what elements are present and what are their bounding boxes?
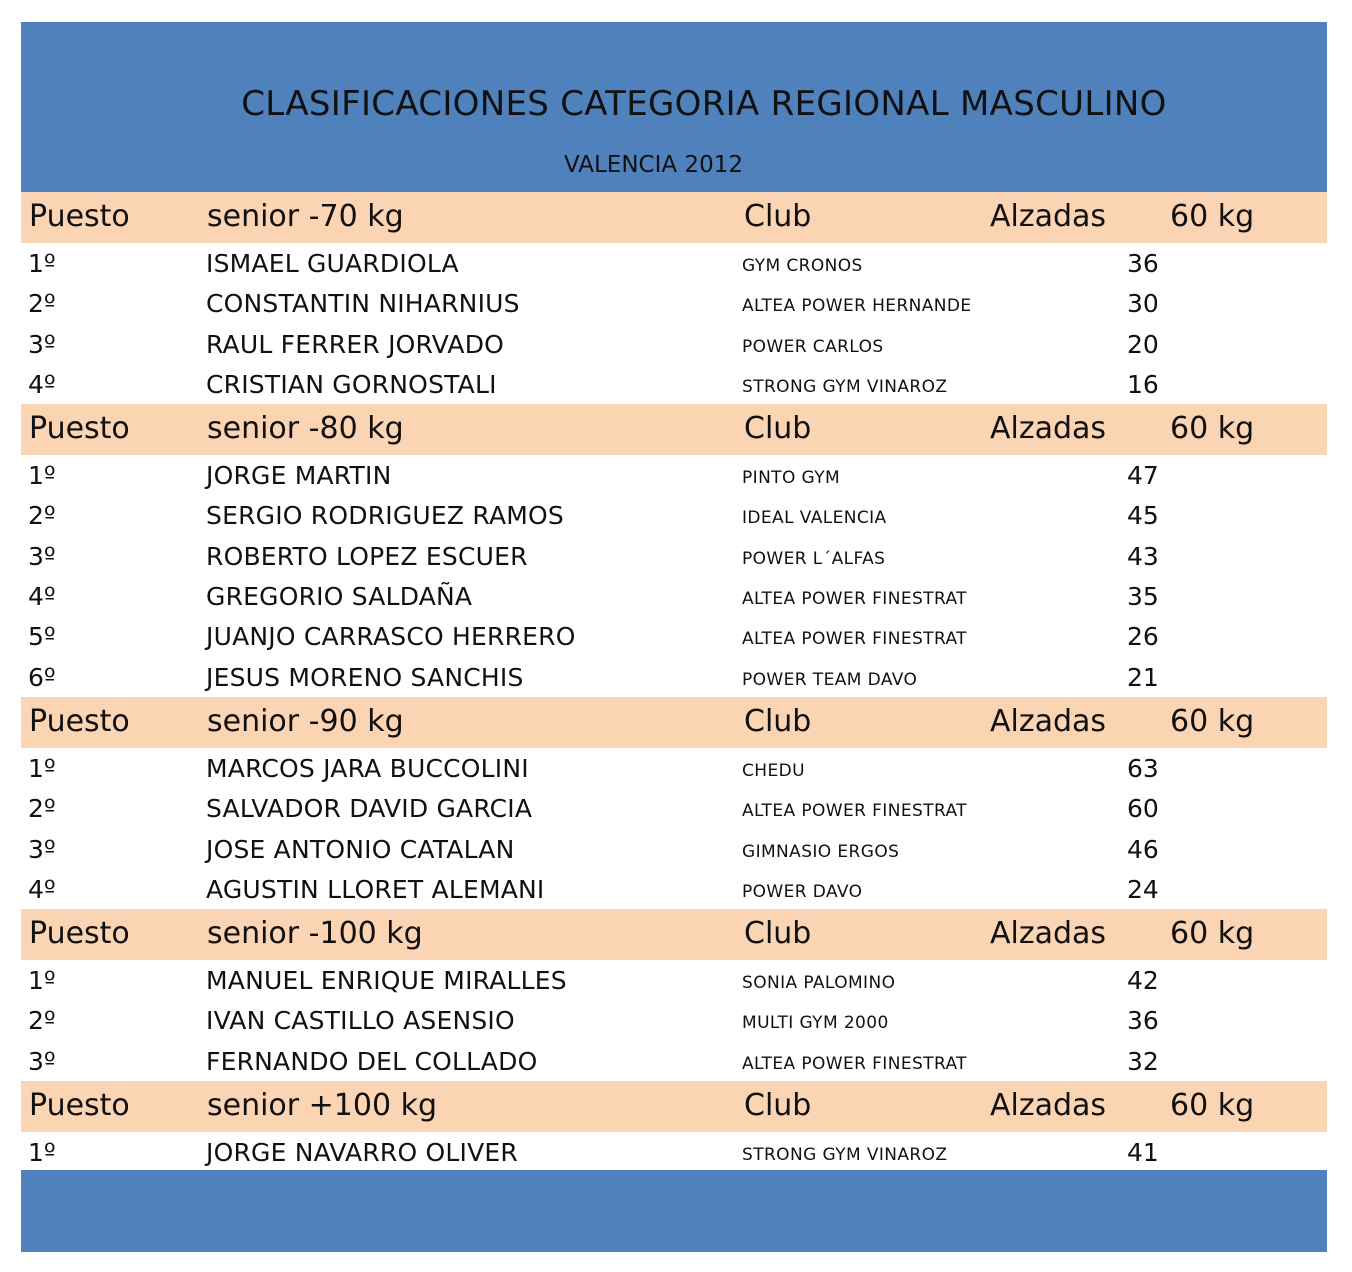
result-row	[21, 364, 1327, 404]
alzadas-cell: 16	[1127, 369, 1159, 399]
page-subtitle: VALENCIA 2012	[564, 152, 743, 178]
position-cell: 2º	[28, 794, 56, 824]
column-alzadas-label: Alzadas	[990, 703, 1107, 739]
alzadas-cell: 41	[1127, 1138, 1159, 1168]
athlete-name-cell: ISMAEL GUARDIOLA	[206, 249, 459, 278]
position-cell: 1º	[28, 1138, 56, 1168]
category-header	[21, 697, 1327, 748]
alzadas-cell: 20	[1127, 329, 1159, 359]
result-row	[21, 829, 1327, 869]
alzadas-cell: 36	[1127, 1006, 1159, 1036]
category-name: senior +100 kg	[207, 1088, 438, 1124]
alzadas-cell: 60	[1127, 794, 1159, 824]
athlete-name-cell: CRISTIAN GORNOSTALI	[206, 369, 497, 399]
club-cell: POWER CARLOS	[742, 336, 884, 357]
athlete-name-cell: MARCOS JARA BUCCOLINI	[206, 753, 529, 783]
column-alzadas-label: Alzadas	[990, 1088, 1107, 1124]
result-row	[21, 283, 1327, 323]
position-cell: 2º	[28, 501, 56, 531]
column-puesto-label: Puesto	[29, 1088, 130, 1124]
result-row	[21, 1041, 1327, 1081]
club-cell: MULTI GYM 2000	[742, 1013, 889, 1034]
column-alzadas-label: Alzadas	[990, 411, 1107, 447]
alzadas-cell: 21	[1127, 662, 1159, 692]
athlete-name-cell: SERGIO RODRIGUEZ RAMOS	[206, 501, 564, 531]
category-name: senior -90 kg	[207, 703, 404, 739]
club-cell: POWER TEAM DAVO	[742, 669, 918, 690]
result-row	[21, 243, 1327, 283]
alzadas-cell: 30	[1127, 289, 1159, 319]
column-alzadas-label: Alzadas	[990, 916, 1107, 952]
position-cell: 1º	[28, 966, 56, 996]
column-club-label: Club	[744, 411, 812, 447]
column-puesto-label: Puesto	[29, 411, 130, 447]
position-cell: 3º	[28, 329, 56, 359]
position-cell: 4º	[28, 874, 56, 904]
club-cell: POWER DAVO	[742, 881, 863, 902]
club-cell: ALTEA POWER FINESTRAT	[742, 801, 967, 822]
column-weight-label: 60 kg	[1170, 703, 1255, 739]
alzadas-cell: 36	[1127, 249, 1159, 278]
column-puesto-label: Puesto	[29, 916, 130, 952]
alzadas-cell: 35	[1127, 582, 1159, 612]
alzadas-cell: 63	[1127, 753, 1159, 783]
column-weight-label: 60 kg	[1170, 411, 1255, 447]
position-cell: 2º	[28, 1006, 56, 1036]
page-title: CLASIFICACIONES CATEGORIA REGIONAL MASCULINO	[241, 84, 1167, 124]
club-cell: POWER L´ALFAS	[742, 548, 886, 569]
column-weight-label: 60 kg	[1170, 916, 1255, 952]
athlete-name-cell: JORGE NAVARRO OLIVER	[206, 1138, 518, 1168]
column-club-label: Club	[744, 916, 812, 952]
result-row	[21, 960, 1327, 1000]
position-cell: 4º	[28, 582, 56, 612]
category-header	[21, 1081, 1327, 1132]
bottom-banner	[21, 1170, 1327, 1252]
athlete-name-cell: ROBERTO LOPEZ ESCUER	[206, 541, 528, 571]
club-cell: ALTEA POWER FINESTRAT	[742, 629, 967, 650]
alzadas-cell: 42	[1127, 966, 1159, 996]
column-puesto-label: Puesto	[29, 199, 130, 234]
category-name: senior -70 kg	[207, 199, 404, 234]
position-cell: 1º	[28, 753, 56, 783]
category-name: senior -100 kg	[207, 916, 423, 952]
result-row	[21, 324, 1327, 364]
alzadas-cell: 26	[1127, 622, 1159, 652]
result-row	[21, 748, 1327, 788]
category-name: senior -80 kg	[207, 411, 404, 447]
column-club-label: Club	[744, 1088, 812, 1124]
result-row	[21, 1132, 1327, 1172]
category-header	[21, 192, 1327, 243]
athlete-name-cell: MANUEL ENRIQUE MIRALLES	[206, 966, 567, 996]
category-header	[21, 404, 1327, 455]
result-row	[21, 536, 1327, 576]
athlete-name-cell: CONSTANTIN NIHARNIUS	[206, 289, 520, 319]
result-row	[21, 788, 1327, 828]
club-cell: GIMNASIO ERGOS	[742, 841, 900, 862]
alzadas-cell: 46	[1127, 834, 1159, 864]
position-cell: 1º	[28, 249, 56, 278]
position-cell: 6º	[28, 662, 56, 692]
alzadas-cell: 43	[1127, 541, 1159, 571]
position-cell: 4º	[28, 369, 56, 399]
athlete-name-cell: SALVADOR DAVID GARCIA	[206, 794, 533, 824]
club-cell: SONIA PALOMINO	[742, 973, 896, 994]
club-cell: ALTEA POWER FINESTRAT	[742, 589, 967, 610]
club-cell: PINTO GYM	[742, 468, 841, 489]
position-cell: 1º	[28, 461, 56, 491]
column-weight-label: 60 kg	[1170, 199, 1255, 234]
alzadas-cell: 24	[1127, 874, 1159, 904]
column-alzadas-label: Alzadas	[990, 199, 1107, 234]
result-row	[21, 1000, 1327, 1040]
column-club-label: Club	[744, 703, 812, 739]
position-cell: 5º	[28, 622, 56, 652]
club-cell: ALTEA POWER HERNANDE	[742, 296, 972, 317]
column-club-label: Club	[744, 199, 812, 234]
result-row	[21, 657, 1327, 697]
result-row	[21, 455, 1327, 495]
position-cell: 3º	[28, 1046, 56, 1076]
athlete-name-cell: FERNANDO DEL COLLADO	[206, 1046, 538, 1076]
top-banner	[21, 22, 1327, 192]
results-sheet	[21, 22, 1327, 1172]
category-sections	[21, 192, 1327, 1172]
athlete-name-cell: AGUSTIN LLORET ALEMANI	[206, 874, 545, 904]
result-row	[21, 576, 1327, 616]
athlete-name-cell: JUANJO CARRASCO HERRERO	[206, 622, 576, 652]
result-row	[21, 616, 1327, 656]
athlete-name-cell: GREGORIO SALDAÑA	[206, 582, 473, 612]
club-cell: STRONG GYM VINAROZ	[742, 376, 948, 397]
athlete-name-cell: JESUS MORENO SANCHIS	[206, 662, 524, 692]
club-cell: CHEDU	[742, 760, 805, 781]
category-header	[21, 909, 1327, 960]
club-cell: STRONG GYM VINAROZ	[742, 1145, 948, 1166]
alzadas-cell: 32	[1127, 1046, 1159, 1076]
alzadas-cell: 47	[1127, 461, 1159, 491]
position-cell: 3º	[28, 834, 56, 864]
position-cell: 2º	[28, 289, 56, 319]
result-row	[21, 869, 1327, 909]
position-cell: 3º	[28, 541, 56, 571]
club-cell: GYM CRONOS	[742, 256, 863, 276]
club-cell: ALTEA POWER FINESTRAT	[742, 1053, 967, 1074]
athlete-name-cell: JORGE MARTIN	[206, 461, 392, 491]
athlete-name-cell: IVAN CASTILLO ASENSIO	[206, 1006, 515, 1036]
club-cell: IDEAL VALENCIA	[742, 508, 887, 529]
athlete-name-cell: JOSE ANTONIO CATALAN	[206, 834, 515, 864]
result-row	[21, 495, 1327, 535]
athlete-name-cell: RAUL FERRER JORVADO	[206, 329, 505, 359]
alzadas-cell: 45	[1127, 501, 1159, 531]
column-puesto-label: Puesto	[29, 703, 130, 739]
column-weight-label: 60 kg	[1170, 1088, 1255, 1124]
